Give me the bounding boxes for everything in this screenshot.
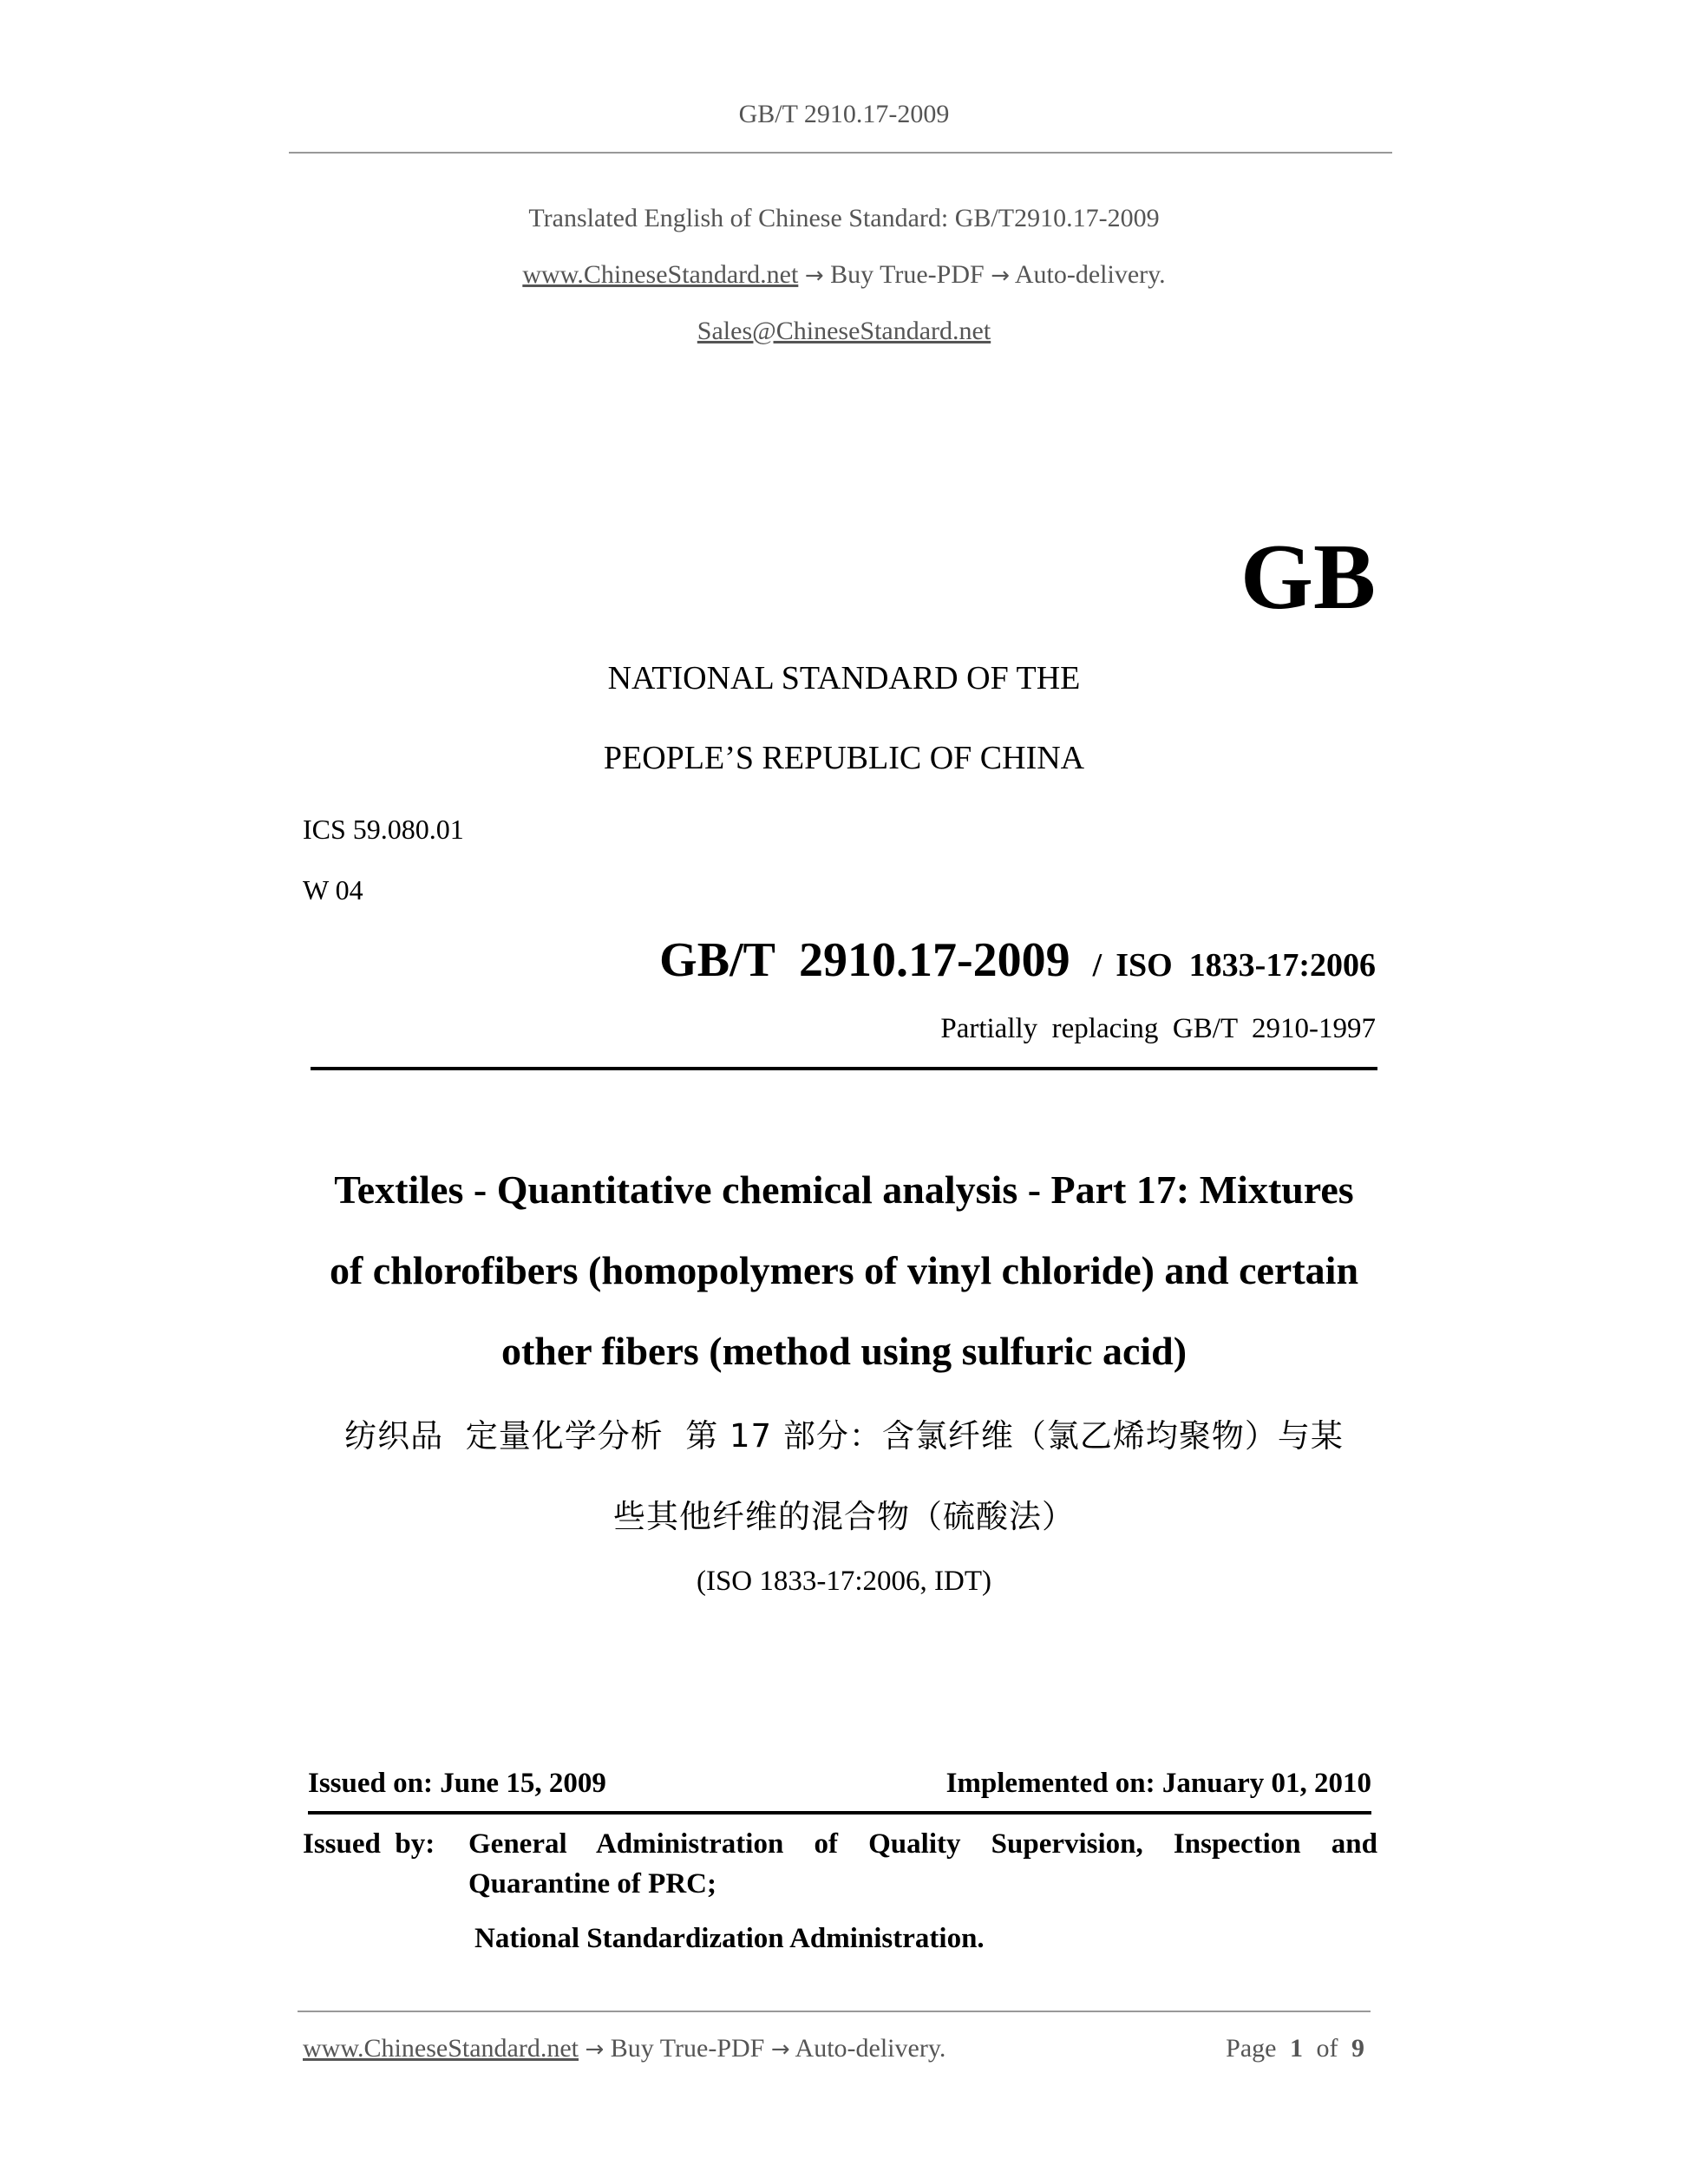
page-total: 9 <box>1351 2034 1364 2063</box>
of-label: of <box>1316 2034 1338 2063</box>
issued-on: Issued on: June 15, 2009 <box>308 1768 606 1799</box>
footer-buy: Buy True-PDF <box>610 2034 765 2063</box>
email-line <box>0 317 1688 346</box>
arrow-right-icon: → <box>585 2037 605 2063</box>
chinese-title-line2: 些其他纤维的混合物（硫酸法） <box>613 1498 1075 1535</box>
replacing-note: Partially replacing GB/T 2910-1997 <box>940 1013 1376 1044</box>
arrow-right-icon: → <box>770 2037 790 2063</box>
implemented-on: Implemented on: January 01, 2010 <box>945 1768 1371 1799</box>
gb-mark: GB <box>1240 526 1376 629</box>
promo-links-line <box>0 260 1688 290</box>
arrow-right-icon: → <box>804 263 824 289</box>
page-indicator <box>1226 2034 1364 2063</box>
w-code: W 04 <box>303 874 363 906</box>
title-line2: of chlorofibers (homopolymers of vinyl chloride) and certain <box>329 1248 1359 1292</box>
iso-equivalence: (ISO 1833-17:2006, IDT) <box>696 1566 992 1597</box>
dates-divider <box>308 1811 1371 1815</box>
footer-delivery: Auto-delivery. <box>795 2034 946 2063</box>
footer-divider <box>298 2011 1371 2012</box>
header-divider <box>289 152 1392 154</box>
national-standard-line2: PEOPLE’S REPUBLIC OF CHINA <box>603 740 1085 776</box>
buy-true-pdf: Buy True-PDF <box>830 260 985 289</box>
site-link[interactable]: www.ChineseStandard.net <box>522 260 799 289</box>
running-header: GB/T 2910.17-2009 <box>738 100 950 128</box>
footer-links <box>303 2034 945 2063</box>
issued-by-line3: National Standardization Administration. <box>474 1923 985 1954</box>
title-divider <box>311 1067 1377 1070</box>
issued-by-label: Issued by: <box>303 1828 435 1860</box>
std-number: GB/T 2910.17-2009 <box>659 933 1070 987</box>
auto-delivery: Auto-delivery. <box>1014 260 1166 289</box>
title-line1: Textiles - Quantitative chemical analysis - Part 17: Mixtures <box>334 1167 1354 1212</box>
ics-code: ICS 59.080.01 <box>303 814 464 845</box>
page-number: 1 <box>1290 2034 1303 2063</box>
title-line3: other fibers (method using sulfuric acid) <box>501 1329 1187 1373</box>
footer-site-link[interactable]: www.ChineseStandard.net <box>303 2034 579 2063</box>
issued-by-line1: General Administration of Quality Supervision, Inspection and <box>468 1828 1377 1860</box>
arrow-right-icon: → <box>991 263 1010 289</box>
national-standard-line1: NATIONAL STANDARD OF THE <box>607 660 1081 696</box>
page-label: Page <box>1226 2034 1277 2063</box>
standard-number-line <box>659 932 1376 988</box>
iso-separator: / <box>1092 947 1102 984</box>
sales-email-link[interactable]: Sales@ChineseStandard.net <box>697 317 991 345</box>
issued-by-line2: Quarantine of PRC; <box>468 1868 716 1900</box>
chinese-title-line1: 纺织品 定量化学分析 第 17 部分：含氯纤维（氯乙烯均聚物）与某 <box>344 1417 1344 1455</box>
promo-line: Translated English of Chinese Standard: GB/T2910.17-2009 <box>528 204 1160 232</box>
iso-number: ISO 1833-17:2006 <box>1116 947 1376 984</box>
